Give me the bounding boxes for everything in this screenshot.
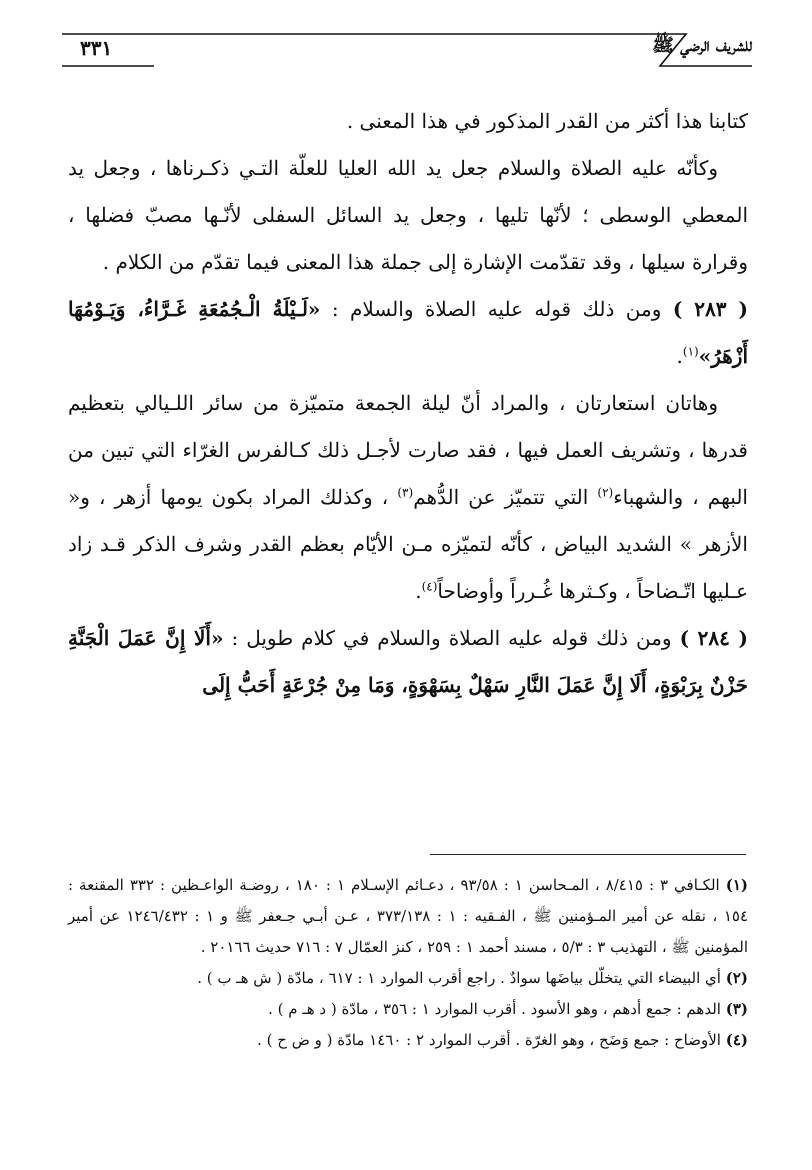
footnote-marker: (٢) [725,969,748,987]
hadith-quote: «لَـيْلَةُ الْـجُمُعَةِ غَـرَّاءُ، وَيَـوْمُهَا أَزْهَرُ» [68,297,748,368]
paragraph: وكأنّه عليه الصلاة والسلام جعل يد الله العليا للعلّة التـي ذكـرناها ، وجعل يد المعطي الوسطى ؛ لأنّها تليها ، وجعل يد السائل السفلى لأنّـها مصبّ فضلها ، وقرارة سيلها ، وقد تقدّمت الإشارة إلى جملة هذا المعنى فيما تقدّم من الكلام . [68,156,748,274]
text-run: وهاتان استعارتان ، والمراد أنّ ليلة الجمعة متميّزة من سائر اللـيالي بتعظيم قدرها ، وتشريف العمل فيها ، فقد صارت لأجـل ذلك كـالفرس الغرّاء التي تبين من البهم ، والشهباء [68,391,748,509]
footnote-ref[interactable]: (٣) [397,485,414,500]
page-number: ٣٣١ [80,36,113,60]
entry-intro: ومن ذلك قوله عليه الصلاة والسلام : [331,297,662,321]
paragraph [68,380,748,615]
period: . [676,344,683,368]
footnote-marker: (٤) [725,1031,748,1049]
footnote-marker: (٣) [725,1000,748,1018]
footnote [68,870,748,963]
running-title: للشريف الرضي ﷺ [652,35,752,56]
entry-intro: ومن ذلك قوله عليه الصلاة والسلام في كلام طويل : [231,626,672,650]
footnote-text: الدهم : جمع أدهم ، وهو الأسود . أقرب الموارد ١ : ٣٥٦ ، مادّة ( د هـ م ) . [268,1000,721,1018]
footnote-ref[interactable]: (٢) [597,485,614,500]
footnote-ref[interactable]: (٤) [421,579,438,594]
footnote-rule [430,854,746,855]
entry-284 [68,615,748,709]
footnote-ref[interactable]: (١) [682,344,699,359]
footnote [68,963,748,994]
hadith-quote: «أَلَا إِنَّ عَمَلَ الْجَنَّةِ حَزْنٌ بِرَبْوَةٍ، أَلَا إِنَّ عَمَلَ النَّارِ سَهْلٌ بِسَهْوَةٍ، وَمَا مِنْ جُرْعَةٍ أَحَبُّ إِلَى [68,626,748,697]
footnote [68,994,748,1025]
paragraph: كتابنا هذا أكثر من القدر المذكور في هذا المعنى . [346,109,748,133]
entry-283 [68,286,748,380]
text-run: التي تتميّز عن الدُّهم [413,485,598,509]
footnote-text: الأوضاح : جمع وَضَح ، وهو الغرّة . أقرب الموارد ٢ : ١٤٦٠ مادّة ( و ض ح ) . [257,1031,721,1049]
period: . [415,579,422,603]
footnotes [68,870,748,1056]
header-rule [62,0,752,90]
footnote [68,1025,748,1056]
footnote-marker: (١) [725,876,748,894]
entry-number: ( ٢٨٣ ) [672,297,749,321]
body-text [68,98,748,709]
footnote-text: أي البيضاء التي يتخلّل بياضَها سوادٌ . راجع أقرب الموارد ١ : ٦١٧ ، مادّة ( ش هـ ب ) . [197,969,721,987]
entry-number: ( ٢٨٤ ) [679,626,748,650]
text-run: ، وكذلك المراد بكون يومها أزهر ، و« الأزهر » الشديد البياض ، كأنّه لتميّزه مـن الأيّام بعظم القدر وشرف الذكر قـد زاد عـليها اتّـضاحاً ، وكـثرها غُـرراً وأوضاحاً [68,485,748,603]
footnote-text: الكـافي ٣ : ٨/٤١٥ ، المـحاسن ١ : ٩٣/٥٨ ، دعـائم الإسـلام ١ : ١٨٠ ، روضـة الواعـظين : ٣٣٢ المقنعة : ١٥٤ ، نقله عن أمير المـؤمنين ﷺ ، الفـقيه : ١ : ٣٧٣/١٣٨ ، عـن أبـي جـعفر ﷺ و ١ : ١٢٤٦/٤٣٢ عن أمير المؤمنين ﷺ ، التهذيب ٣ : ٥/٣ ، مسند أحمد ١ : ٢٥٩ ، كنز العمّال ٧ : ٧١٦ حديث ٢٠١٦٦ . [68,876,749,956]
